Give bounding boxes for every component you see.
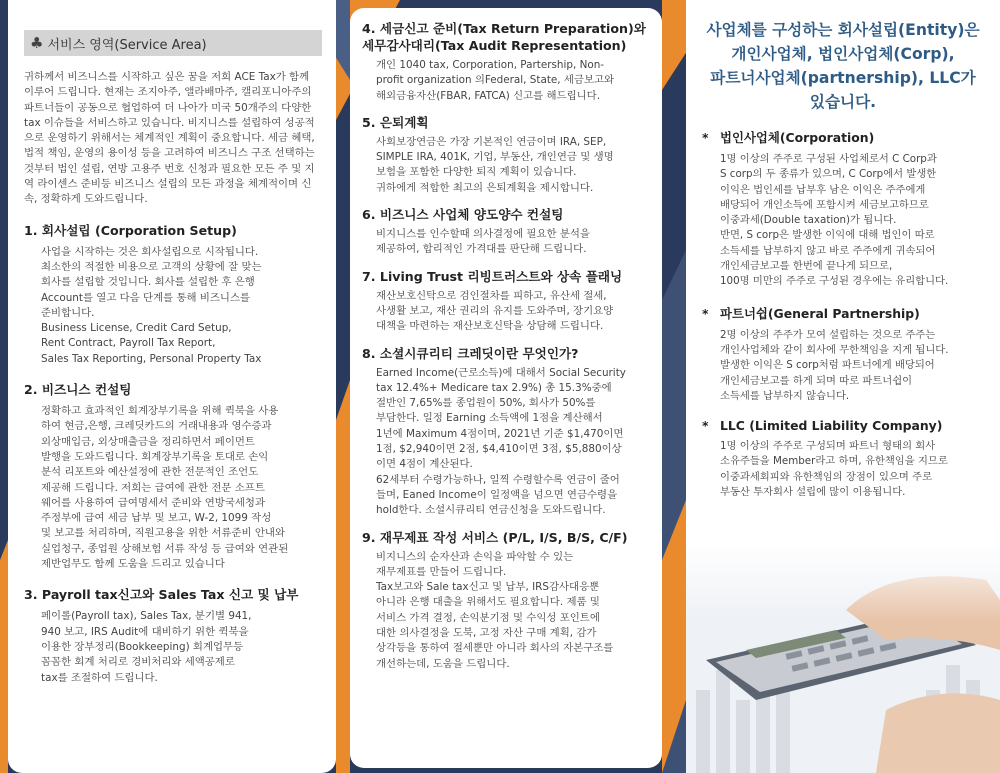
entity-title: 파트너쉽(General Partnership): [720, 305, 920, 321]
entity-body: 1명 이상의 주주로 구성된 사업체로서 C Corp과 S corp의 두 종류가 있으며, C Corp에서 발생한 이익은 법인세를 납부후 남은 이익은 주주에게 배당되어 개인소득에 포함시켜 세금보고하므로 이중과세(Double taxation)가 됩니다. 반면, S corp은 발생한 이익에 대해 법인이 따로 소득세를 납부하지 않고 바로 주주에게 귀속되어 개인세금보고를 한번에 끝나게 되므로, 100명 미만의 주주로 구성된 경우에는 유리합니다.: [720, 153, 949, 288]
section-7: [362, 268, 650, 335]
entity-body: 1명 이상의 주주로 구성되며 파트너 형태의 회사 소유주들을 Member라고 하며, 유한책임을 지므로 이중과세회피와 유한책임의 장점이 있으며 주로 부동산 투자회사 설립에 많이 이용됩니다.: [720, 440, 948, 499]
service-area-header: [24, 30, 322, 56]
star-bullet: *: [702, 305, 709, 321]
section-5: [362, 114, 650, 196]
section-9: [362, 529, 650, 672]
section-2: [24, 379, 322, 572]
section-title: 7. Living Trust 리빙트러스트와 상속 플래닝: [362, 268, 623, 284]
section-body: 비지니스를 인수할때 의사결정에 필요한 분석을 제공하여, 합리적인 가격대를 판단해 드립니다.: [376, 228, 590, 256]
section-title: 5. 은퇴계획: [362, 114, 429, 130]
section-8: [362, 345, 650, 519]
section-body: Earned Income(근로소득)에 대해서 Social Security tax 12.4%+ Medicare tax 2.9%) 총 15.3%중에 절반인 7,65%를 종업원이 50%, 회사가 50%를 부담한다. 일정 Earning 소득액에 1점을 계산해서 1년에 Maximum 4점이며, 2021년 기준 $1,470이면 1점, $2,940이면 2점, $4,410이면 3점, $5,880이상 이면 4점이 계산된다. 62세부터 수령가능하나, 일찍 수령할수록 연금이 줄어 들며, Eaned Income이 일정액을 넘으면 연금수령을 hold한다. 소셜시큐리티 연금신청을 도와드립니다.: [376, 366, 626, 517]
section-1: [24, 220, 322, 367]
left-panel: [8, 0, 336, 773]
section-title: 3. Payroll tax신고와 Sales Tax 신고 및 납부: [24, 587, 299, 603]
star-bullet: *: [702, 130, 709, 145]
entity-title: 법인사업체(Corporation): [720, 130, 875, 145]
section-title: 8. 소셜시큐리티 크레딧이란 무엇인가?: [362, 345, 579, 361]
entity-heading: 사업체를 구성하는 회사설립(Entity)은 개인사업체, 법인사업체(Corp), 파트너사업체(partnership), LLC가 있습니다.: [706, 21, 980, 111]
entity-partnership: [702, 304, 984, 404]
section-title: 9. 재무제표 작성 서비스 (P/L, I/S, B/S, C/F): [362, 529, 628, 545]
middle-panel: [350, 8, 662, 768]
calculator-illustration: [686, 540, 1000, 773]
section-4: [362, 20, 650, 104]
star-bullet: *: [702, 418, 709, 434]
section-title: 6. 비즈니스 사업체 양도양수 컨설팅: [362, 207, 564, 223]
section-body: 비지니스의 순자산과 손익을 파악할 수 있는 재무제표를 만들어 드립니다. Tax보고와 Sale tax신고 및 납부, IRS감사대응뿐 아니라 은행 대출을 위해서도 필요합니다. 제품 및 서비스 가격 결정, 손익분기점 및 수익성 포인트에 대한 의사결정을 도북, 고정 자산 구매 계획, 감가 상각등을 통하여 절세뿐만 아니라 회사의 자본구조를 개선하는데, 도움을 드립니다.: [376, 550, 614, 670]
section-3: [24, 584, 322, 685]
entity-llc: [702, 418, 984, 500]
section-title: 2. 비즈니스 컨설팅: [24, 382, 132, 398]
section-body: 사업을 시작하는 것은 회사설립으로 시작됩니다. 최소한의 적절한 비용으로 고객의 상황에 잘 맞는 회사를 설립할 것입니다. 회사를 설립한 후 은행 Account를 열고 다음 단계를 통해 비즈니스를 준비합니다. Business License, Credit Card Setup, Rent Contract, Payroll Tax Report, Sales Tax Reporting, Personal Property Tax: [41, 245, 262, 365]
entity-body: 2명 이상의 주주가 모여 설립하는 것으로 주주는 개인사업체와 같이 회사에 무한책임을 지게 됩니다. 발생한 이익은 S corp처럼 파트너에게 배당되어 개인세금보고를 하게 되며 따로 파트너쉽이 소득세를 납부하지 않습니다.: [720, 328, 949, 402]
club-icon: ♣: [30, 34, 44, 52]
entity-title: LLC (Limited Liability Company): [720, 418, 943, 434]
section-title: 1. 회사설립 (Corporation Setup): [24, 222, 237, 238]
section-body: 개인 1040 tax, Corporation, Partership, Non- profit organization 의Federal, State, 세금보고와 해외금융자산(FBAR, FATCA) 신고를 해드립니다.: [376, 59, 615, 102]
section-body: 정확하고 효과적인 회계장부기록을 위해 퀵북을 사용 하여 현금,은행, 크레딧카드의 거래내용과 영수증과 외상매입금, 외상매출금을 정리하면서 페이먼트 발행을 도와드립니다. 회계장부기록을 토대로 손익 분석 리포트와 예산설정에 관한 전문적인 조언도 제공해 드립니다. 저희는 급여에 관한 전문 소프트 웨어를 사용하여 급여명세서 준비와 연방국세청과 주정부에 급여 세금 납부 및 보고, W-2, 1099 작성 및 보고를 처리하며, 직원고용을 위한 서류준비 안내와 실업청구, 종업원 상해보험 서류 작성 등 급여와 연관된 제반업무도 함께 도움을 드리고 있습니다: [41, 405, 289, 571]
section-title: 4. 세금신고 준비(Tax Return Preparation)와 세무감사대리(Tax Audit Representation): [362, 21, 646, 53]
intro-paragraph: 귀하께서 비즈니스를 시작하고 싶은 꿈을 저희 ACE Tax가 함께 이루어 드립니다. 현재는 조지아주, 앨라배마주, 캘리포니아주의 파트너들이 공동으로 협업하여 더 나아가 미국 50개주의 다양한 tax 이슈들을 서비스하고 있습니다. 비지니스를 설립하여 성공적으로 운영하기 위해서는 체계적인 계획이 중요합니다. 세금 혜택, 법적 책임, 운영의 용이성 등을 고려하여 비즈니스 구조 선택하는 것부터 법인 설립, 연방 고용주 번호 신청과 필요한 모든 주 및 지역 라이센스 준비등 비즈니스 설립의 모든 과정을 체계적이며 신속, 정확하게 도와드립니다.: [24, 71, 315, 206]
entity-corporation: [702, 128, 984, 290]
section-body: 페이롤(Payroll tax), Sales Tax, 분기별 941, 940 보고, IRS Audit에 대비하기 위한 퀵북을 이용한 장부정리(Bookkeeping) 회계업무등 꼼꼼한 회계 처리로 경비처리와 세액공제로 tax를 조절하여 드립니다.: [41, 610, 252, 684]
service-area-title: 서비스 영역(Service Area): [47, 37, 207, 53]
section-body: 재산보호신탁으로 검인절차를 피하고, 유산세 절세, 사생활 보고, 재산 권리의 유지를 도와주며, 장기요양 대책을 마련하는 재산보호신탁을 상담해 드립니다.: [376, 289, 614, 333]
section-body: 사회보장연금은 가장 기본적인 연금이며 IRA, SEP, SIMPLE IRA, 401K, 기업, 부동산, 개인연금 및 생명 보험을 포함한 다양한 퇴직 계획이 있습니다. 귀하에게 적합한 최고의 은퇴계획을 제시합니다.: [376, 135, 614, 194]
section-6: [362, 206, 650, 258]
